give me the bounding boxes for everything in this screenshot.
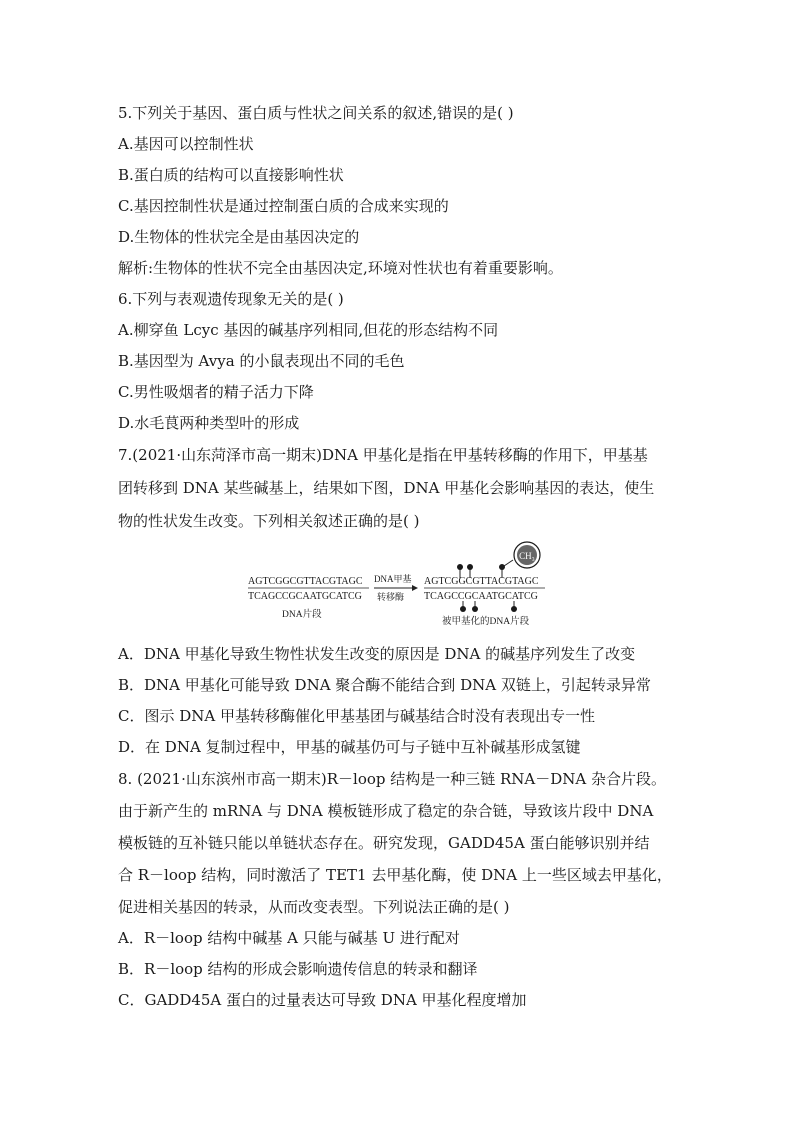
q8-option-c: C．GADD45A 蛋白的过量表达可导致 DNA 甲基化程度增加 — [118, 991, 527, 1009]
q5-stem: 5.下列关于基因、蛋白质与性状之间关系的叙述,错误的是( ) — [118, 104, 514, 122]
q8-stem-line1: 8. (2021·山东滨州市高一期末)R－loop 结构是一种三链 RNA－DNA 杂合片段。 — [118, 770, 667, 788]
q5-explanation: 解析:生物体的性状不完全由基因决定,环境对性状也有着重要影响。 — [118, 259, 563, 277]
q7-stem-line3: 物的性状发生改变。下列相关叙述正确的是( ) — [118, 512, 420, 530]
q6-option-a: A.柳穿鱼 Lcyc 基因的碱基序列相同,但花的形态结构不同 — [118, 321, 499, 339]
q7-option-d: D．在 DNA 复制过程中，甲基的碱基仍可与子链中互补碱基形成氢键 — [118, 738, 581, 756]
left-top-strand: AGTCGGCGTTACGTAGC — [248, 576, 363, 587]
q8-stem-line5: 促进相关基因的转录，从而改变表型。下列说法正确的是( ) — [118, 898, 510, 916]
right-top-strand: AGTCGGCGTTACGTAGC — [424, 576, 539, 587]
arrow-icon — [412, 585, 418, 591]
arrow-label-bottom: 转移酶 — [377, 592, 405, 602]
right-bottom-strand: TCAGCCGCAATGCATCG — [424, 591, 538, 602]
left-bottom-strand: TCAGCCGCAATGCATCG — [248, 591, 362, 602]
q5-option-c: C.基因控制性状是通过控制蛋白质的合成来实现的 — [118, 197, 449, 215]
q5-option-b: B.蛋白质的结构可以直接影响性状 — [118, 166, 344, 184]
q8-stem-line3: 模板链的互补链只能以单链状态存在。研究发现，GADD45A 蛋白能够识别并结 — [118, 834, 650, 852]
q6-option-b: B.基因型为 Avya 的小鼠表现出不同的毛色 — [118, 352, 405, 370]
q6-option-c: C.男性吸烟者的精子活力下降 — [118, 383, 314, 401]
right-caption: 被甲基化的DNA片段 — [442, 617, 530, 627]
methyl-dot — [467, 564, 473, 570]
q8-option-a: A．R－loop 结构中碱基 A 只能与碱基 U 进行配对 — [118, 929, 460, 947]
methyl-dot — [511, 606, 517, 612]
methyl-group-label: CH₃ — [519, 551, 535, 561]
dna-methylation-figure — [246, 540, 556, 636]
q8-stem-line4: 合 R－loop 结构，同时激活了 TET1 去甲基化酶，使 DNA 上一些区域去甲基化， — [118, 866, 672, 884]
methyl-dot — [472, 606, 478, 612]
q7-option-a: A．DNA 甲基化导致生物性状发生改变的原因是 DNA 的碱基序列发生了改变 — [118, 645, 636, 663]
q7-option-c: C．图示 DNA 甲基转移酶催化甲基基团与碱基结合时没有表现出专一性 — [118, 707, 596, 725]
q7-option-b: B．DNA 甲基化可能导致 DNA 聚合酶不能结合到 DNA 双链上，引起转录异常 — [118, 676, 651, 694]
q7-stem-line1: 7.(2021·山东菏泽市高一期末)DNA 甲基化是指在甲基转移酶的作用下，甲基基 — [118, 446, 648, 464]
q6-option-d: D.水毛茛两种类型叶的形成 — [118, 414, 300, 432]
q7-stem-line2: 团转移到 DNA 某些碱基上，结果如下图，DNA 甲基化会影响基因的表达，使生 — [118, 479, 655, 497]
arrow-label-top: DNA甲基 — [374, 574, 412, 584]
methyl-dot — [499, 564, 505, 570]
q8-stem-line2: 由于新产生的 mRNA 与 DNA 模板链形成了稳定的杂合链，导致该片段中 DNA — [118, 802, 654, 820]
methyl-dot — [460, 606, 466, 612]
q5-option-d: D.生物体的性状完全是由基因决定的 — [118, 228, 360, 246]
left-caption: DNA片段 — [282, 610, 322, 620]
q5-option-a: A.基因可以控制性状 — [118, 135, 254, 153]
q8-option-b: B．R－loop 结构的形成会影响遗传信息的转录和翻译 — [118, 960, 478, 978]
q6-stem: 6.下列与表观遗传现象无关的是( ) — [118, 290, 344, 308]
methyl-dot — [457, 564, 463, 570]
